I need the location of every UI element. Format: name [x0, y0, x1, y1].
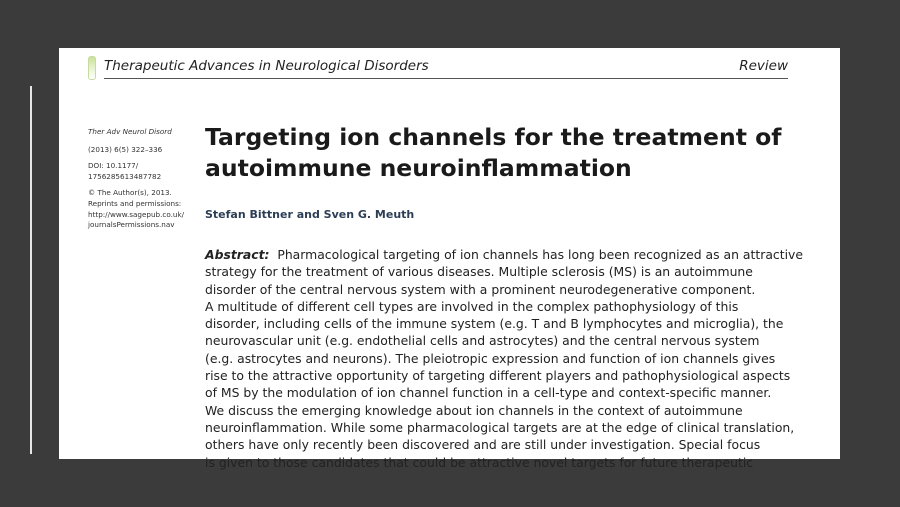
abstract-line: We discuss the emerging knowledge about ion channels in the context of autoimmune — [205, 402, 743, 418]
abstract-line: A multitude of different cell types are involved in the complex pathophysiology of this — [205, 298, 739, 314]
abstract-first-line — [205, 246, 803, 263]
header-divider — [104, 78, 788, 79]
abstract-label: Abstract: — [205, 247, 270, 262]
doi-line-1: DOI: 10.1177/ — [88, 161, 139, 171]
article-title — [205, 122, 805, 184]
copyright-notice: © The Author(s), 2013. — [88, 188, 172, 198]
abstract — [205, 246, 803, 471]
author-names: Stefan Bittner and Sven G. Meuth — [205, 208, 415, 221]
journal-name: Therapeutic Advances in Neurological Disorders — [104, 58, 429, 74]
journal-header — [88, 54, 788, 82]
article-type-label: Review — [739, 58, 788, 74]
title-line-1: Targeting ion channels for the treatment of — [205, 123, 782, 151]
left-margin-rule — [30, 86, 32, 454]
permissions-url-1[interactable]: http://www.sagepub.co.uk/ — [88, 209, 185, 219]
abstract-line: of MS by the modulation of ion channel function in a cell-type and context-specific manner. — [205, 385, 772, 401]
doi-line-2: 1756285613487782 — [88, 171, 162, 181]
abstract-line: Pharmacological targeting of ion channels has long been recognized as an attractive — [277, 247, 803, 262]
journal-abbreviation: Ther Adv Neurol Disord — [88, 127, 172, 136]
article-metadata — [88, 127, 200, 231]
abstract-line: disorder, including cells of the immune system (e.g. T and B lymphocytes and microglia), the — [205, 316, 784, 332]
citation-info: (2013) 6(5) 322–336 — [88, 144, 163, 154]
permissions-url-2[interactable]: journalsPermissions.nav — [88, 220, 175, 230]
abstract-line: others have only recently been discovered and are still under investigation. Special focus — [205, 437, 761, 453]
title-line-2: autoimmune neuroinflammation — [205, 154, 632, 182]
abstract-line: (e.g. astrocytes and neurons). The pleiotropic expression and function of ion channels gives — [205, 350, 776, 366]
abstract-line: neurovascular unit (e.g. endothelial cells and astrocytes) and the central nervous system — [205, 333, 760, 349]
abstract-line: is given to those candidates that could be attractive novel targets for future therapeutic — [205, 454, 754, 470]
reprints-label: Reprints and permissions: — [88, 198, 182, 208]
document-page — [59, 48, 840, 470]
abstract-line: rise to the attractive opportunity of targeting different players and pathophysiological aspects — [205, 368, 791, 384]
abstract-line: disorder of the central nervous system with a prominent neurodegenerative component. — [205, 281, 756, 297]
journal-accent-marker — [88, 56, 96, 80]
abstract-line: neuroinflammation. While some pharmacological targets are at the edge of clinical translation, — [205, 419, 795, 435]
abstract-line: strategy for the treatment of various diseases. Multiple sclerosis (MS) is an autoimmune — [205, 264, 753, 280]
